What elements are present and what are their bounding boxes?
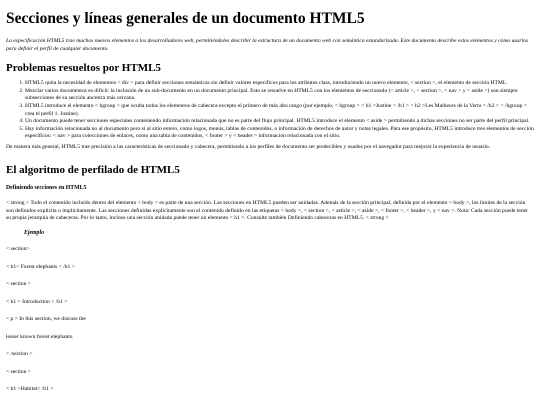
- code-line: < /section >: [6, 351, 33, 358]
- problems-list: [6, 80, 534, 140]
- definition-paragraph: < strong > Todo el contenido incluido dentro del elemento < body > es parte de una sección. Las secciones en HTML5 pueden ser anidadas. Además de la sección principal, definida por el elemento < body >, los límites de la sección son definidos explícita o implícitamente. Las secciones definidas explícitamente son el contenido definido en las etiquetas < body >, < section >, < article >, < aside >, < footer >, < header >, y < nav >. Nota: Cada sección puede tener su propia jerarquía de cabeceras. Por lo tanto, incluso una sección anidada puede tener un elemento < h1 >. Consulte también Definiendo cabeceras en HTML5. < strong >: [6, 200, 528, 222]
- section-heading-algorithm: El algoritmo de perfilado de HTML5: [6, 164, 180, 177]
- subheading-defining-sections: Definiendo secciones en HTML5: [6, 185, 87, 192]
- code-line: < h1 >Habitat< /h1 >: [6, 386, 54, 393]
- code-line: < h1 > Introduction < /h1 >: [6, 298, 68, 305]
- code-line: < section >: [6, 368, 31, 375]
- code-line: lesser known forest elephants.: [6, 333, 74, 340]
- code-example: [6, 246, 534, 394]
- code-line: < p > In this section, we discuss the: [6, 316, 86, 323]
- example-heading: Ejemplo: [24, 230, 44, 237]
- page-title: Secciones y líneas generales de un documento HTML5: [6, 10, 365, 27]
- code-line: < section >: [6, 281, 31, 288]
- list-item: 3. HTML5 introduce el elemento < hgroup > que oculta todos los elementos de cabecera excepto el primero de más alto rango (por ejemplo, < hgroup > < h1 >Justine < /h1 > < h2 >Les Malheurs de la Vertu < /h2 > < /hgroup > crea el perfil 1. Justine).: [25, 103, 534, 118]
- code-line: < section>: [6, 246, 30, 253]
- section-heading-problems: Problemas resueltos por HTML5: [6, 62, 161, 75]
- list-item: 5. Hay información relacionada no al documento pero si al sitio entero, como logos, menús, tablas de contenidos, o información de derechos de autor y notas legales. Para ese propósito, HTML5 introduce tres elementos de sección específicos: < nav > para colecciones de enlaces, como una tabla de contenidos, < footer > y < header > información relacionada con el sitio.: [25, 126, 534, 141]
- list-item: 4. Un documento puede tener secciones especiales conteniendo información relacionada que no es parte del flujo principal. HTML5 introduce el elemento < aside > permitiendo a dichas secciones no ser parte del perfil principal.: [25, 118, 534, 126]
- code-line: < h1> Forest elephants < /h1 >: [6, 263, 75, 270]
- list-item: 1. HTML5 quita la necesidad de elementos < div > para definir secciones semánticas sin definir valores específicos para los atributos class, introduciendo un nuevo elemento, < section >, el elemento de sección HTML.: [25, 80, 534, 88]
- lead-paragraph: La especificación HTML5 trae muchos nuevos elementos a los desarrolladores web, permitiéndoles describir la estructura de un documento web con semántica estandarizada. Este documento describe estos elementos y cómo usarlos para definir el perfil de cualquier documento.: [6, 38, 529, 52]
- closing-paragraph: De manera más general, HTML5 trae precisión a las características de seccionado y cabecera, permitiendo a los perfiles de documento ser predecibles y usados por el navegador para mejorar la experiencia de usuario.: [6, 143, 491, 150]
- list-item: 2. Mezclar varios documentos es difícil: la inclusión de un sub-documento en un documento principal. Esto se resuelve en HTML5 con los elementos de seccionado (< article >, < section >, < nav > y < aside >) son siempre subsecciones de su sección ancestra más cercana.: [25, 88, 534, 103]
